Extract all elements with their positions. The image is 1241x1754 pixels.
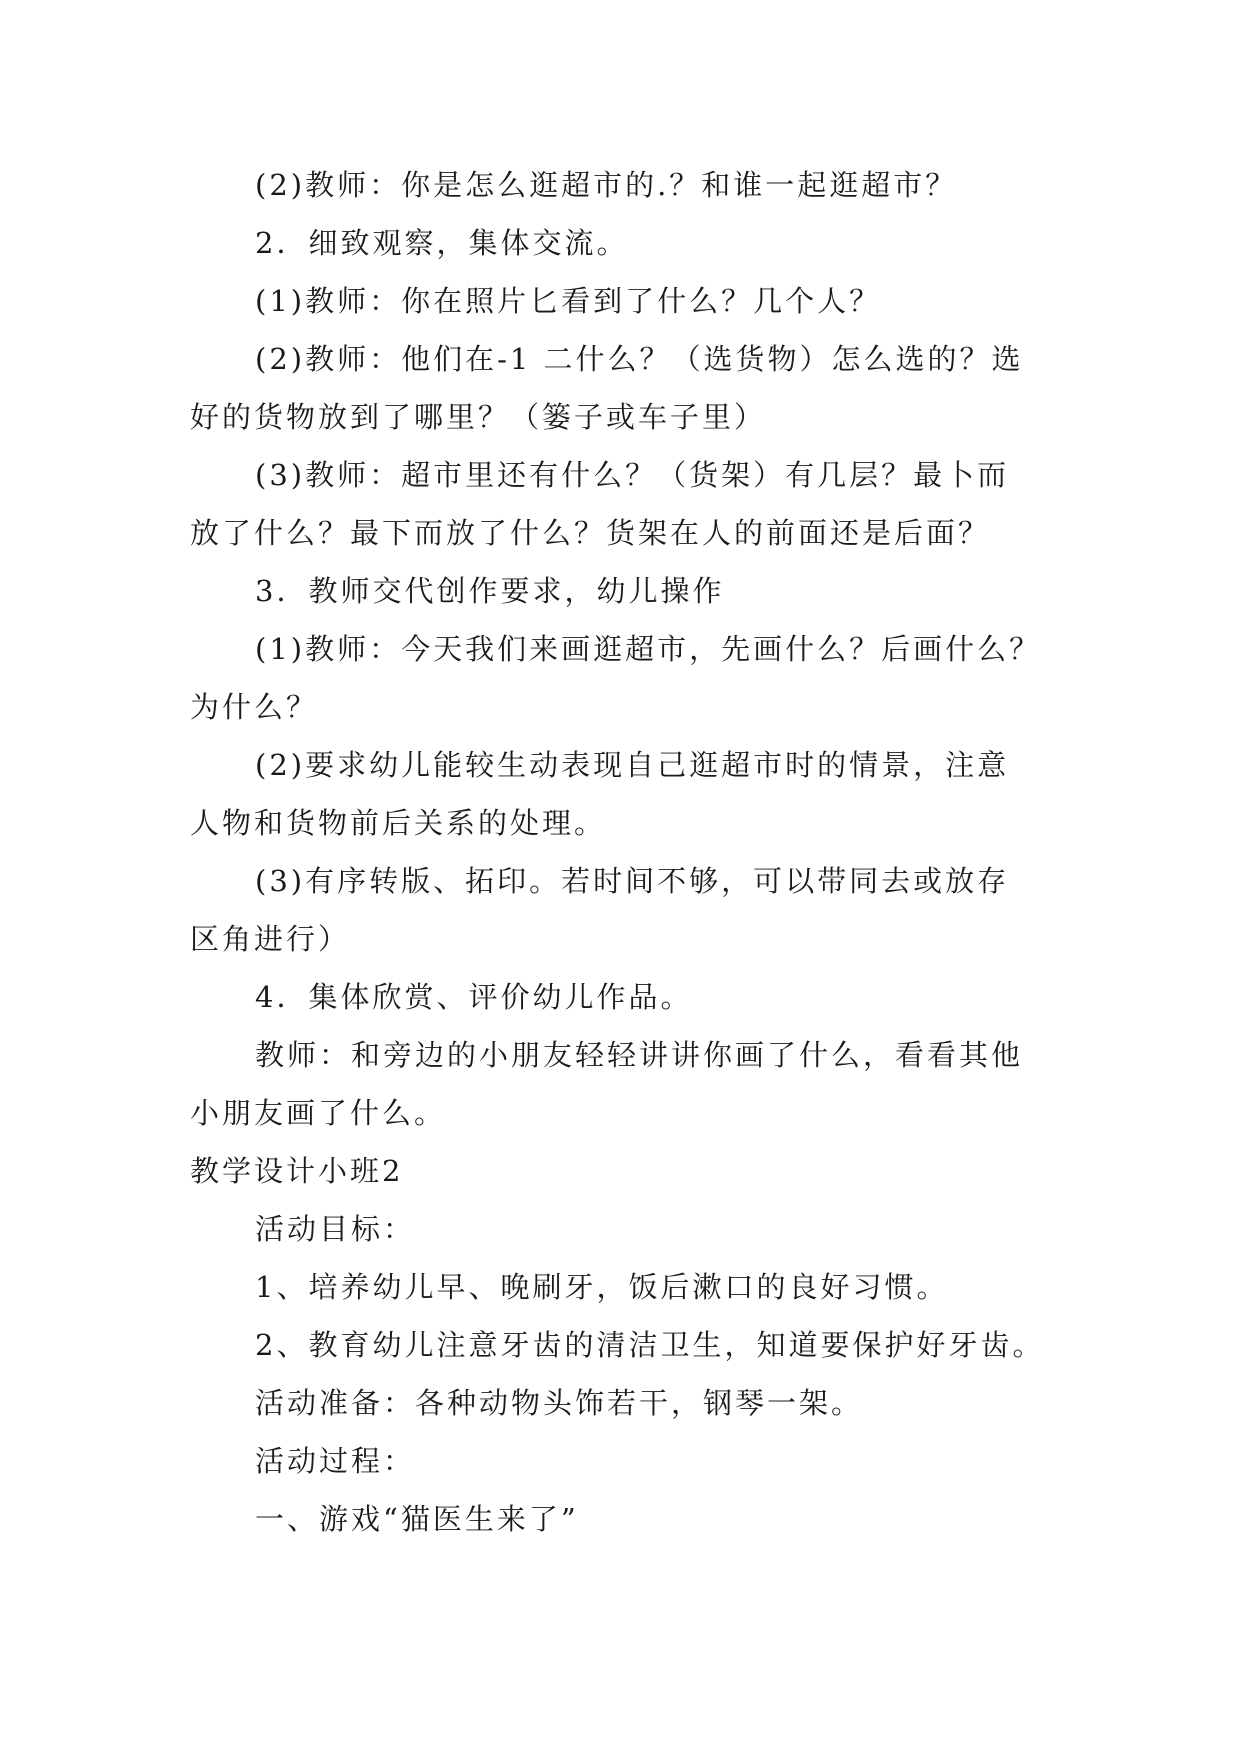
text-line: 2、教育幼儿注意牙齿的清洁卫生，知道要保护好牙齿。 (255, 1328, 1045, 1362)
text-line: (2)要求幼儿能较生动表现自己逛超市时的情景，注意 (255, 748, 1010, 782)
text-line: (1)教师：今天我们来画逛超市，先画什么？后画什么？ (255, 632, 1042, 666)
text-line: 人物和货物前后关系的处理。 (190, 806, 607, 840)
text-line: 区角进行） (190, 922, 351, 956)
section-heading: 教学设计小班2 (190, 1154, 404, 1188)
text-line: 3．教师交代创作要求，幼儿操作 (255, 574, 725, 608)
text-line: 小朋友画了什么。 (190, 1096, 447, 1130)
text-line: 放了什么？最下而放了什么？货架在人的前面还是后面？ (190, 516, 991, 550)
text-line: (1)教师：你在照片匕看到了什么？几个人？ (255, 284, 882, 318)
text-line: (3)有序转版、拓印。若时间不够，可以带同去或放存 (255, 864, 1010, 898)
text-line: 为什么？ (190, 690, 319, 724)
text-line: (2)教师：你是怎么逛超市的.？和谁一起逛超市？ (255, 168, 958, 202)
text-line: 教师：和旁边的小朋友轻轻讲讲你画了什么，看看其他 (255, 1038, 1024, 1072)
text-line: 1、培养幼儿早、晚刷牙，饭后漱口的良好习惯。 (255, 1270, 949, 1304)
text-line: 活动目标： (255, 1212, 416, 1246)
text-line: 活动过程： (255, 1444, 416, 1478)
text-line: 好的货物放到了哪里？（篓子或车子里） (190, 400, 767, 434)
text-line: (3)教师：超市里还有什么？（货架）有几层？最卜而 (255, 458, 1010, 492)
text-line: 活动准备：各种动物头饰若干，钢琴一架。 (255, 1386, 864, 1420)
text-line: (2)教师：他们在-1 二什么？（选货物）怎么选的？选 (255, 342, 1024, 376)
text-line: 一、游戏“猫医生来了” (255, 1502, 579, 1536)
text-line: 4．集体欣赏、评价幼儿作品。 (255, 980, 693, 1014)
text-line: 2．细致观察，集体交流。 (255, 226, 629, 260)
